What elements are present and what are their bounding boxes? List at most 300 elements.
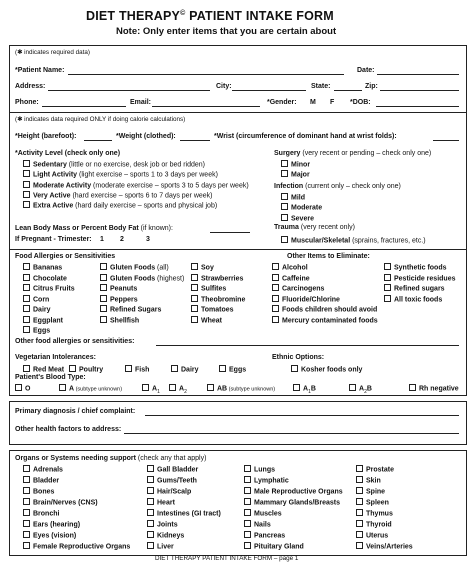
other-factors-label: Other health factors to address:	[15, 426, 122, 433]
checkbox-option[interactable]	[23, 509, 59, 518]
checkbox-icon[interactable]	[244, 487, 251, 494]
dob-field[interactable]	[376, 106, 459, 107]
option-label: Dairy	[181, 366, 199, 374]
checkbox-option[interactable]	[244, 509, 282, 518]
checkbox-icon[interactable]	[171, 365, 178, 372]
checkbox-icon[interactable]	[384, 263, 391, 270]
option-label: Muscles	[254, 510, 282, 518]
option-label: Sulfites	[201, 285, 227, 293]
checkbox-option[interactable]	[356, 531, 388, 540]
checkbox-option[interactable]	[23, 520, 80, 529]
option-note: (subtype unknown)	[227, 386, 276, 393]
checkbox-icon[interactable]	[23, 365, 30, 372]
checkbox-option[interactable]	[384, 284, 445, 293]
checkbox-icon[interactable]	[100, 274, 107, 281]
city-field[interactable]	[232, 90, 306, 91]
calorie-note: (✱ indicates data required ONLY if doing calorie calculations)	[15, 116, 186, 123]
checkbox-icon[interactable]	[23, 487, 30, 494]
option-label: Pituitary Gland	[254, 543, 304, 551]
date-label: Date:	[357, 67, 375, 74]
option-note: (hard exercise – sports 6 to 7 days per week)	[70, 192, 213, 200]
option-label: All toxic foods	[394, 296, 443, 303]
checkbox-icon[interactable]	[356, 498, 363, 505]
checkbox-icon[interactable]	[349, 384, 356, 391]
checkbox-icon[interactable]	[169, 384, 176, 391]
option-label: Wheat	[201, 317, 222, 324]
wrist-field[interactable]	[433, 140, 459, 141]
checkbox-option[interactable]	[281, 214, 314, 223]
option-label: Fluoride/Chlorine	[282, 296, 340, 303]
vegetarian-title: Vegetarian Intolerances:	[15, 354, 96, 361]
checkbox-icon[interactable]	[272, 284, 279, 291]
checkbox-option[interactable]	[191, 316, 222, 325]
checkbox-option[interactable]	[272, 316, 378, 325]
required-note: (✱ indicates required data)	[15, 49, 90, 56]
checkbox-icon[interactable]	[23, 498, 30, 505]
option-note: (little or no exercise, desk job or bed ridden)	[66, 161, 205, 169]
pregnant-label: If Pregnant - Trimester:	[15, 236, 92, 243]
option-label: Spleen	[366, 499, 389, 507]
option-label: Poultry	[79, 366, 104, 374]
checkbox-option[interactable]	[147, 487, 191, 496]
checkbox-option[interactable]	[100, 284, 137, 293]
option-label: AB	[217, 385, 228, 393]
option-label: Female Reproductive Organs	[33, 543, 131, 551]
vegetarian-option[interactable]	[125, 365, 149, 374]
surgery-title: Surgery (very recent or pending – check only one)	[274, 150, 432, 157]
option-subscript: 1	[157, 388, 160, 395]
other-allergies-field[interactable]	[156, 345, 459, 346]
option-label: Sedentary	[33, 161, 67, 169]
option-label: Citrus Fruits	[33, 285, 75, 293]
blood-type-option[interactable]	[207, 384, 275, 393]
infection-title: Infection (current only – check only one)	[274, 183, 401, 190]
other-factors-field[interactable]	[124, 433, 459, 434]
option-label: Ears (hearing)	[33, 521, 81, 529]
option-label-suffix: B	[310, 385, 316, 393]
checkbox-option[interactable]	[272, 274, 310, 283]
checkbox-icon[interactable]	[272, 305, 279, 312]
option-label: Eggs	[33, 327, 51, 335]
checkbox-icon[interactable]	[409, 384, 416, 391]
option-label: Soy	[201, 264, 214, 272]
checkbox-option[interactable]	[244, 498, 340, 507]
checkbox-option[interactable]	[244, 487, 343, 496]
option-note: (moderate exercise – sports 3 to 5 days per week)	[91, 182, 249, 190]
checkbox-option[interactable]	[23, 487, 54, 496]
option-label: Moderate Activity	[33, 182, 92, 190]
checkbox-option[interactable]	[356, 487, 385, 496]
option-label: O	[25, 385, 31, 393]
checkbox-icon[interactable]	[100, 284, 107, 291]
checkbox-option[interactable]	[191, 295, 245, 304]
checkbox-option[interactable]	[147, 542, 174, 551]
checkbox-icon[interactable]	[100, 305, 107, 312]
option-label: Uterus	[366, 532, 389, 540]
gender-label: *Gender:	[267, 99, 297, 106]
checkbox-icon[interactable]	[23, 160, 30, 167]
option-label: Alcohol	[282, 264, 308, 272]
option-label: Peppers	[110, 296, 138, 303]
checkbox-icon[interactable]	[191, 316, 198, 323]
checkbox-icon[interactable]	[23, 520, 30, 527]
blood-type-option[interactable]	[59, 384, 122, 393]
checkbox-option[interactable]	[281, 170, 310, 179]
checkbox-icon[interactable]	[23, 531, 30, 538]
checkbox-option[interactable]	[384, 295, 442, 304]
checkbox-icon[interactable]	[281, 214, 288, 221]
muscular-option[interactable]: Muscular/Skeletal (sprains, fractures, etc.)	[281, 236, 426, 245]
checkbox-icon[interactable]	[356, 487, 363, 494]
checkbox-icon[interactable]	[191, 263, 198, 270]
checkbox-option[interactable]	[147, 520, 178, 529]
email-label: Email:	[130, 99, 152, 106]
height-field[interactable]	[84, 140, 112, 141]
checkbox-icon[interactable]	[356, 542, 363, 549]
lean-mass-field[interactable]	[210, 232, 250, 233]
blood-type-title: Patient's Blood Type:	[15, 374, 86, 381]
checkbox-icon[interactable]	[244, 520, 251, 527]
checkbox-icon[interactable]	[272, 316, 279, 323]
gender-f-option[interactable]: F	[330, 99, 335, 106]
option-label: A	[69, 385, 75, 393]
phone-label: Phone:	[15, 99, 39, 106]
checkbox-icon[interactable]	[384, 295, 391, 302]
option-subscript: 2	[184, 388, 187, 395]
checkbox-option[interactable]	[244, 542, 304, 551]
option-label: Minor	[291, 161, 311, 169]
wrist-label: *Wrist (circumference of dominant hand at wrist folds):	[214, 133, 397, 140]
checkbox-option[interactable]	[272, 284, 324, 293]
blood-type-option[interactable]	[293, 384, 316, 395]
checkbox-option[interactable]	[356, 509, 393, 518]
checkbox-icon[interactable]	[356, 465, 363, 472]
checkbox-icon[interactable]	[59, 384, 66, 391]
checkbox-option[interactable]	[100, 305, 161, 314]
option-note: (all)	[155, 264, 169, 272]
email-field[interactable]	[152, 106, 260, 107]
option-label: Liver	[157, 543, 174, 551]
checkbox-option[interactable]	[23, 274, 67, 283]
patient-name-field[interactable]	[68, 74, 344, 75]
checkbox-icon[interactable]	[272, 295, 279, 302]
option-label: Pancreas	[254, 532, 286, 540]
option-label: Thyroid	[366, 521, 392, 529]
blood-type-option[interactable]	[142, 384, 160, 395]
checkbox-icon[interactable]	[23, 295, 30, 302]
checkbox-option[interactable]	[100, 295, 138, 304]
option-label: Eggplant	[33, 317, 63, 324]
checkbox-icon[interactable]	[100, 263, 107, 270]
trimester-3[interactable]: 3	[146, 236, 150, 243]
option-label: Shellfish	[110, 317, 140, 324]
option-note: (light exercise – sports 1 to 3 days per week)	[77, 171, 218, 179]
checkbox-option[interactable]	[272, 295, 340, 304]
checkbox-icon[interactable]	[23, 326, 30, 333]
option-label: A	[152, 385, 158, 393]
checkbox-icon[interactable]	[23, 201, 30, 208]
checkbox-option[interactable]	[281, 160, 310, 169]
checkbox-option[interactable]	[147, 465, 198, 474]
checkbox-option[interactable]	[244, 520, 271, 529]
checkbox-icon[interactable]	[147, 498, 154, 505]
checkbox-icon[interactable]	[281, 236, 288, 243]
checkbox-icon[interactable]	[291, 365, 298, 372]
checkbox-option[interactable]	[23, 531, 76, 540]
checkbox-option[interactable]	[23, 326, 50, 335]
option-label: Red Meat	[33, 366, 65, 374]
checkbox-icon[interactable]	[23, 542, 30, 549]
address-field[interactable]	[48, 90, 210, 91]
form-subtitle: Note: Only enter items that you are certain about	[116, 26, 337, 37]
checkbox-icon[interactable]	[293, 384, 300, 391]
option-note: (subtype unknown)	[74, 386, 123, 393]
checkbox-icon[interactable]	[23, 316, 30, 323]
checkbox-option[interactable]	[23, 201, 217, 210]
checkbox-icon[interactable]	[23, 476, 30, 483]
checkbox-icon[interactable]	[100, 316, 107, 323]
checkbox-icon[interactable]	[100, 295, 107, 302]
option-label: Severe	[291, 215, 314, 223]
checkbox-icon[interactable]	[23, 509, 30, 516]
option-label: Thymus	[366, 510, 393, 518]
checkbox-option[interactable]	[191, 263, 214, 272]
checkbox-option[interactable]	[23, 498, 98, 507]
option-label-suffix: B	[366, 385, 372, 393]
checkbox-icon[interactable]	[142, 384, 149, 391]
checkbox-option[interactable]	[100, 316, 139, 325]
option-label: Fish	[135, 366, 150, 374]
option-label: Gums/Teeth	[157, 477, 197, 485]
checkbox-icon[interactable]	[147, 509, 154, 516]
city-label: City:	[216, 83, 232, 90]
checkbox-icon[interactable]	[191, 274, 198, 281]
option-label: Hair/Scalp	[157, 488, 192, 496]
checkbox-icon[interactable]	[147, 476, 154, 483]
checkbox-icon[interactable]	[272, 274, 279, 281]
option-label: Bladder	[33, 477, 60, 485]
option-label: Kidneys	[157, 532, 185, 540]
vegetarian-option[interactable]	[23, 365, 64, 374]
organs-title: Organs or Systems needing support (check any that apply)	[15, 455, 207, 462]
checkbox-option[interactable]	[272, 263, 308, 272]
option-label: Eggs	[229, 366, 247, 374]
checkbox-option[interactable]	[191, 274, 243, 283]
allergies-title: Food Allergies or Sensitivities	[15, 253, 116, 260]
checkbox-icon[interactable]	[23, 191, 30, 198]
checkbox-option[interactable]	[191, 305, 234, 314]
option-label: Bananas	[33, 264, 63, 272]
checkbox-icon[interactable]	[272, 263, 279, 270]
checkbox-option[interactable]	[244, 476, 289, 485]
zip-field[interactable]	[380, 90, 459, 91]
option-label: Mild	[291, 194, 305, 202]
checkbox-option[interactable]	[356, 520, 392, 529]
option-label: Joints	[157, 521, 178, 529]
option-label: Mercury contaminated foods	[282, 317, 378, 324]
vegetarian-option[interactable]	[171, 365, 199, 374]
option-label: Gluten Foods	[110, 275, 156, 282]
checkbox-option[interactable]	[384, 274, 455, 283]
blood-type-option[interactable]	[15, 384, 30, 393]
checkbox-icon[interactable]	[244, 531, 251, 538]
option-label: Brain/Nerves (CNS)	[33, 499, 98, 507]
checkbox-option[interactable]	[272, 305, 377, 314]
checkbox-icon[interactable]	[23, 181, 30, 188]
checkbox-icon[interactable]	[219, 365, 226, 372]
checkbox-icon[interactable]	[147, 542, 154, 549]
option-label: Major	[291, 171, 310, 179]
checkbox-icon[interactable]	[147, 520, 154, 527]
checkbox-option[interactable]	[23, 295, 49, 304]
checkbox-icon[interactable]	[281, 193, 288, 200]
checkbox-icon[interactable]	[356, 520, 363, 527]
checkbox-icon[interactable]	[281, 160, 288, 167]
option-label: Heart	[157, 499, 175, 507]
checkbox-icon[interactable]	[23, 284, 30, 291]
phone-field[interactable]	[42, 106, 126, 107]
checkbox-option[interactable]	[23, 316, 63, 325]
checkbox-option[interactable]	[23, 305, 51, 314]
zip-label: Zip:	[365, 83, 378, 90]
option-label: Rh negative	[419, 385, 459, 393]
option-label: Chocolate	[33, 275, 67, 282]
checkbox-option[interactable]	[23, 465, 63, 474]
gender-m-option[interactable]: M	[310, 99, 316, 106]
checkbox-option[interactable]	[23, 160, 205, 169]
patient-name-label: *Patient Name:	[15, 67, 65, 74]
checkbox-icon[interactable]	[191, 295, 198, 302]
weight-label: *Weight (clothed):	[116, 133, 176, 140]
option-subscript: 2	[364, 388, 367, 395]
option-label: Tomatoes	[201, 306, 234, 314]
weight-field[interactable]	[180, 140, 210, 141]
checkbox-icon[interactable]	[244, 498, 251, 505]
checkbox-option[interactable]	[100, 263, 169, 272]
checkbox-option[interactable]	[23, 181, 249, 190]
option-note: (hard daily exercise – sports and physical job)	[73, 202, 218, 210]
checkbox-icon[interactable]	[23, 305, 30, 312]
checkbox-option[interactable]	[23, 476, 59, 485]
checkbox-icon[interactable]	[191, 284, 198, 291]
checkbox-option[interactable]	[244, 531, 285, 540]
checkbox-icon[interactable]	[281, 170, 288, 177]
option-label: Intestines (GI tract)	[157, 510, 221, 518]
option-label: Spine	[366, 488, 386, 496]
trauma-title: Trauma (very recent only)	[274, 224, 355, 231]
checkbox-icon[interactable]	[244, 465, 251, 472]
checkbox-icon[interactable]	[147, 531, 154, 538]
checkbox-option[interactable]	[281, 193, 305, 202]
footer: DIET THERAPY PATIENT INTAKE FORM – page 1	[155, 555, 299, 562]
option-label: Nails	[254, 521, 271, 529]
checkbox-option[interactable]	[356, 465, 394, 474]
option-label: Extra Active	[33, 202, 74, 210]
checkbox-icon[interactable]	[384, 274, 391, 281]
trimester-1[interactable]: 1	[100, 236, 104, 243]
option-label: Synthetic foods	[394, 264, 447, 272]
option-label: A	[303, 385, 309, 393]
checkbox-icon[interactable]	[125, 365, 132, 372]
checkbox-option[interactable]	[147, 509, 221, 518]
option-label: Bronchi	[33, 510, 60, 518]
state-field[interactable]	[334, 90, 362, 91]
checkbox-icon[interactable]	[356, 531, 363, 538]
checkbox-icon[interactable]	[69, 365, 76, 372]
checkbox-icon[interactable]	[356, 476, 363, 483]
option-label: Theobromine	[201, 296, 246, 303]
kosher-option[interactable]: Kosher foods only	[291, 365, 362, 374]
option-label: Foods children should avoid	[282, 306, 378, 314]
checkbox-option[interactable]	[23, 170, 218, 179]
option-label: Lymphatic	[254, 477, 289, 485]
blood-type-option[interactable]	[169, 384, 187, 395]
primary-diagnosis-label: Primary diagnosis / chief complaint:	[15, 408, 136, 415]
vegetarian-option[interactable]	[219, 365, 246, 374]
option-label: Refined Sugars	[110, 306, 162, 314]
vegetarian-option[interactable]	[69, 365, 103, 374]
checkbox-option[interactable]	[356, 498, 389, 507]
checkbox-option[interactable]	[384, 263, 447, 272]
checkbox-option[interactable]	[147, 531, 184, 540]
option-label: Adrenals	[33, 466, 63, 474]
checkbox-option[interactable]	[147, 476, 197, 485]
checkbox-icon[interactable]	[244, 542, 251, 549]
blood-type-option[interactable]	[349, 384, 372, 395]
option-label: Caffeine	[282, 275, 310, 282]
date-field[interactable]	[377, 74, 459, 75]
checkbox-option[interactable]	[191, 284, 226, 293]
option-label: Very Active	[33, 192, 71, 200]
checkbox-option[interactable]	[100, 274, 184, 283]
checkbox-icon[interactable]	[23, 274, 30, 281]
checkbox-icon[interactable]	[244, 476, 251, 483]
form-title: DIET THERAPY© PATIENT INTAKE FORM	[86, 9, 334, 24]
checkbox-option[interactable]	[23, 191, 213, 200]
checkbox-icon[interactable]	[23, 465, 30, 472]
checkbox-icon[interactable]	[191, 305, 198, 312]
checkbox-option[interactable]	[23, 284, 75, 293]
option-label: Gluten Foods	[110, 264, 156, 272]
lean-mass-label: Lean Body Mass or Percent Body Fat (if known):	[15, 225, 173, 232]
checkbox-option[interactable]	[356, 542, 413, 551]
checkbox-option[interactable]	[23, 263, 62, 272]
option-label: Pesticide residues	[394, 275, 456, 282]
checkbox-option[interactable]	[147, 498, 175, 507]
checkbox-icon[interactable]	[23, 263, 30, 270]
checkbox-icon[interactable]	[23, 170, 30, 177]
blood-type-option[interactable]	[409, 384, 459, 393]
checkbox-icon[interactable]	[15, 384, 22, 391]
checkbox-option[interactable]	[23, 542, 130, 551]
trimester-2[interactable]: 2	[120, 236, 124, 243]
checkbox-icon[interactable]	[356, 509, 363, 516]
checkbox-option[interactable]	[356, 476, 381, 485]
option-subscript: 1	[308, 388, 311, 395]
checkbox-icon[interactable]	[281, 203, 288, 210]
option-label: Skin	[366, 477, 381, 485]
checkbox-icon[interactable]	[384, 284, 391, 291]
primary-diagnosis-field[interactable]	[145, 415, 459, 416]
address-label: Address:	[15, 83, 46, 90]
checkbox-icon[interactable]	[207, 384, 214, 391]
checkbox-icon[interactable]	[147, 487, 154, 494]
checkbox-option[interactable]	[281, 203, 322, 212]
checkbox-option[interactable]	[244, 465, 275, 474]
checkbox-icon[interactable]	[147, 465, 154, 472]
checkbox-icon[interactable]	[244, 509, 251, 516]
eliminate-title: Other Items to Eliminate:	[287, 253, 370, 260]
